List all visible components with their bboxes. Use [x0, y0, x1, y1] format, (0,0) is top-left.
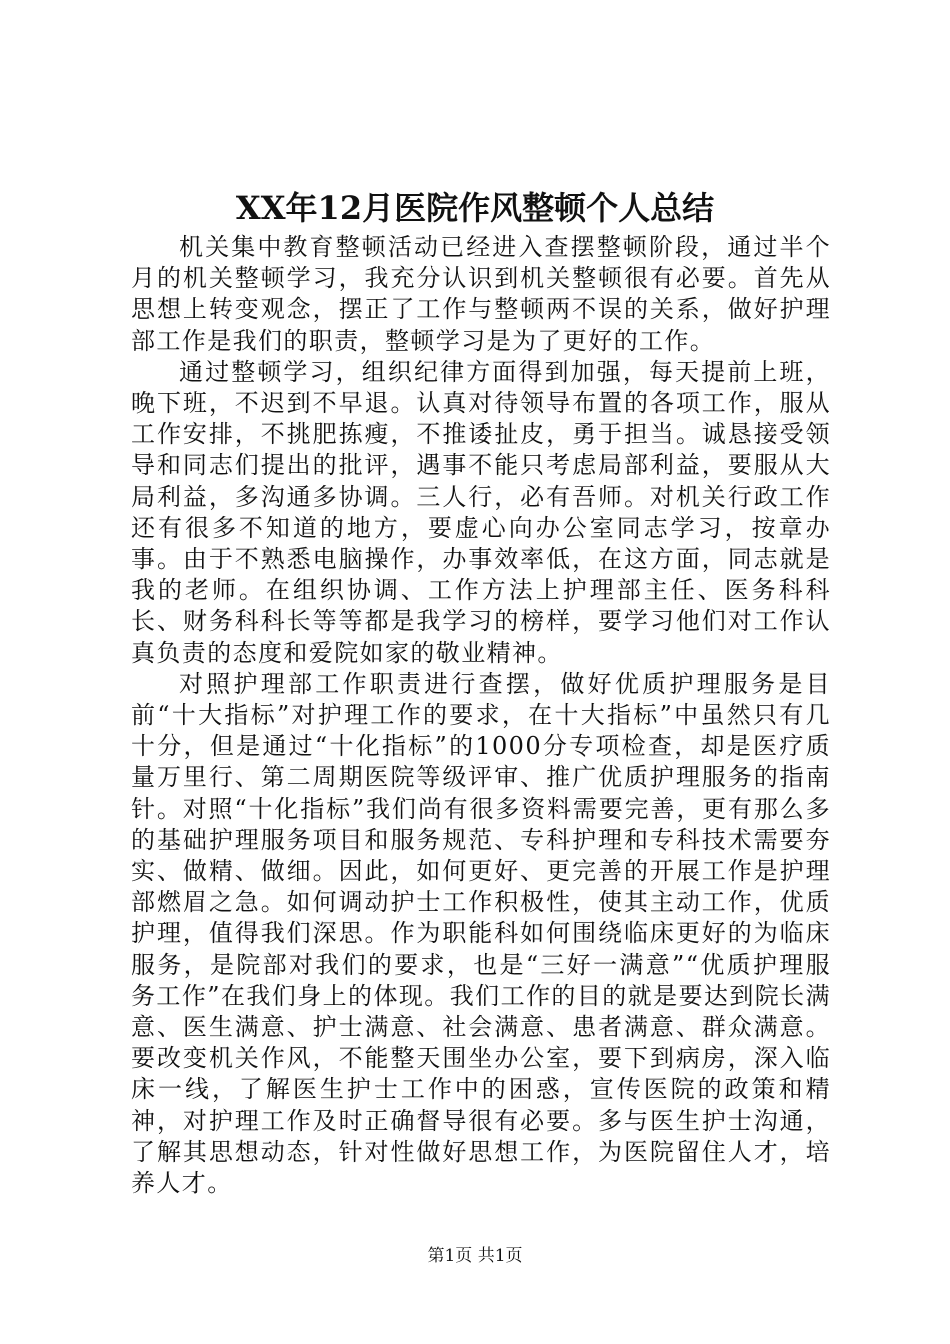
paragraph-3: 对照护理部工作职责进行查摆，做好优质护理服务是目前“十大指标”对护理工作的要求，在十大指标”中虽然只有几十分，但是通过“十化指标”的1000分专项检查，却是医疗质量万里行、第二周期医院等级评审、推广优质护理服务的指南针。对照“十化指标”我们尚有很多资料需要完善，更有那么多的基础护理服务项目和服务规范、专科护理和专科技术需要夯实、做精、做细。因此，如何更好、更完善的开展工作是护理部燃眉之急。如何调动护士工作积极性，使其主动工作，优质护理，值得我们深思。作为职能科如何围绕临床更好的为临床服务，是院部对我们的要求，也是“三好一满意”“优质护理服务工作”在我们身上的体现。我们工作的目的就是要达到院长满意、医生满意、护士满意、社会满意、患者满意、群众满意。要改变机关作风，不能整天围坐办公室，要下到病房，深入临床一线，了解医生护士工作中的困惑，宣传医院的政策和精神，对护理工作及时正确督导很有必要。多与医生护士沟通，了解其思想动态，针对性做好思想工作，为医院留住人才，培养人才。	[131, 669, 831, 1198]
document-title: XX年12月医院作风整顿个人总结	[235, 189, 715, 227]
page-footer: 第1页 共1页	[427, 1246, 523, 1266]
paragraph-1: 机关集中教育整顿活动已经进入查摆整顿阶段，通过半个月的机关整顿学习，我充分认识到机关整顿很有必要。首先从思想上转变观念，摆正了工作与整顿两不误的关系，做好护理部工作是我们的职责，整顿学习是为了更好的工作。	[131, 233, 831, 355]
paragraph-2: 通过整顿学习，组织纪律方面得到加强，每天提前上班，晚下班，不迟到不早退。认真对待领导布置的各项工作，服从工作安排，不挑肥拣瘦，不推诿扯皮，勇于担当。诚恳接受领导和同志们提出的批评，遇事不能只考虑局部利益，要服从大局利益，多沟通多协调。三人行，必有吾师。对机关行政工作还有很多不知道的地方，要虚心向办公室同志学习，按章办事。由于不熟悉电脑操作，办事效率低，在这方面，同志就是我的老师。在组织协调、工作方法上护理部主任、医务科科长、财务科科长等等都是我学习的榜样，要学习他们对工作认真负责的态度和爱院如家的敬业精神。	[131, 357, 831, 667]
document-body	[131, 232, 831, 1199]
